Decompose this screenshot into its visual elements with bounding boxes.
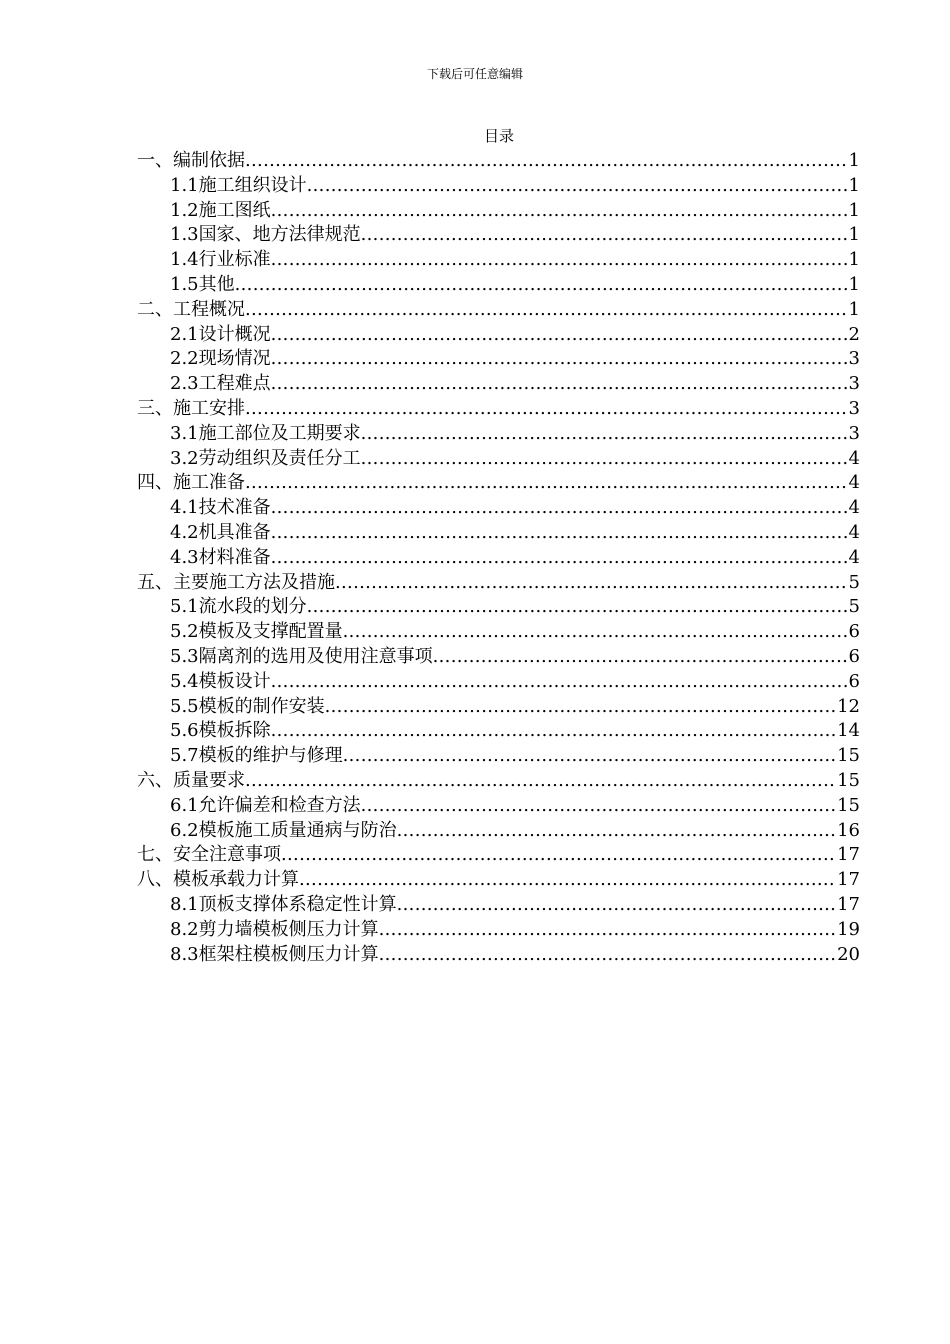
toc-entry-page-number: 3 (848, 348, 860, 370)
toc-entry-label: 8.3框架柱模板侧压力计算 (170, 943, 379, 965)
toc-entry-label: 五、主要施工方法及措施 (137, 571, 335, 593)
toc-dot-leader (335, 571, 848, 596)
toc-entry[interactable] (137, 819, 860, 844)
toc-dot-leader (379, 918, 836, 943)
toc-entry-label: 七、安全注意事项 (137, 844, 281, 866)
toc-entry-page-number: 16 (837, 819, 860, 841)
toc-entry-page-number: 2 (848, 323, 860, 345)
toc-entry-label: 六、质量要求 (137, 769, 245, 791)
toc-entry-label: 1.2施工图纸 (170, 199, 271, 221)
toc-entry[interactable] (137, 323, 860, 348)
toc-dot-leader (361, 447, 848, 472)
toc-entry-page-number: 17 (837, 869, 860, 891)
toc-entry[interactable] (137, 471, 860, 496)
toc-entry-label: 5.7模板的维护与修理 (170, 745, 343, 767)
page-header-note: 下载后可任意编辑 (426, 67, 523, 81)
toc-entry-page-number: 6 (848, 645, 860, 667)
toc-entry-label: 8.1顶板支撑体系稳定性计算 (170, 893, 397, 915)
toc-title: 目录 (483, 127, 514, 145)
toc-entry-label: 4.1技术准备 (170, 497, 271, 519)
toc-dot-leader (271, 521, 848, 546)
toc-entry-page-number: 4 (848, 497, 860, 519)
toc-dot-leader (245, 397, 848, 422)
toc-dot-leader (271, 248, 848, 273)
toc-entry-label: 3.1施工部位及工期要求 (170, 422, 361, 444)
toc-entry-page-number: 1 (848, 199, 860, 221)
toc-entry-page-number: 12 (837, 695, 860, 717)
toc-dot-leader (379, 943, 836, 968)
toc-entry-page-number: 5 (848, 571, 860, 593)
toc-dot-leader (307, 595, 848, 620)
toc-entry[interactable] (137, 273, 860, 298)
toc-dot-leader (271, 323, 848, 348)
toc-entry-page-number: 4 (848, 447, 860, 469)
toc-dot-leader (343, 744, 836, 769)
toc-entry-label: 5.1流水段的划分 (170, 596, 307, 618)
toc-dot-leader (281, 843, 836, 868)
toc-entry[interactable] (137, 918, 860, 943)
toc-entry[interactable] (137, 149, 860, 174)
toc-entry[interactable] (137, 248, 860, 273)
toc-dot-leader (245, 769, 836, 794)
toc-entry-page-number: 1 (848, 273, 860, 295)
toc-dot-leader (245, 471, 848, 496)
toc-dot-leader (299, 868, 836, 893)
toc-entry-page-number: 1 (848, 224, 860, 246)
toc-entry-page-number: 3 (848, 373, 860, 395)
toc-entry-label: 1.5其他 (170, 273, 235, 295)
toc-dot-leader (343, 620, 848, 645)
toc-dot-leader (307, 174, 848, 199)
toc-entry[interactable] (137, 174, 860, 199)
toc-dot-leader (271, 199, 848, 224)
toc-entry[interactable] (137, 298, 860, 323)
toc-entry-page-number: 15 (837, 745, 860, 767)
toc-dot-leader (397, 893, 836, 918)
toc-entry[interactable] (137, 546, 860, 571)
toc-entry-page-number: 5 (848, 596, 860, 618)
toc-entry-page-number: 4 (848, 472, 860, 494)
toc-dot-leader (271, 372, 848, 397)
toc-entry[interactable] (137, 943, 860, 968)
toc-entry[interactable] (137, 868, 860, 893)
toc-entry[interactable] (137, 199, 860, 224)
toc-entry-label: 5.6模板拆除 (170, 720, 271, 742)
toc-dot-leader (397, 819, 836, 844)
toc-entry[interactable] (137, 397, 860, 422)
toc-entry-label: 三、施工安排 (137, 397, 245, 419)
toc-entry-page-number: 6 (848, 621, 860, 643)
toc-entry[interactable] (137, 372, 860, 397)
toc-entry-page-number: 4 (848, 521, 860, 543)
toc-entry[interactable] (137, 893, 860, 918)
toc-entry-page-number: 1 (848, 174, 860, 196)
toc-dot-leader (361, 794, 836, 819)
toc-entry-label: 4.2机具准备 (170, 521, 271, 543)
toc-entry-label: 8.2剪力墙模板侧压力计算 (170, 918, 379, 940)
toc-dot-leader (245, 298, 848, 323)
toc-entry-page-number: 15 (837, 769, 860, 791)
toc-entry[interactable] (137, 794, 860, 819)
toc-entry-page-number: 6 (848, 670, 860, 692)
toc-dot-leader (271, 719, 836, 744)
toc-entry-label: 6.2模板施工质量通病与防治 (170, 819, 397, 841)
toc-entry-label: 1.1施工组织设计 (170, 174, 307, 196)
toc-dot-leader (361, 223, 848, 248)
toc-entry-page-number: 1 (848, 298, 860, 320)
toc-entry-page-number: 1 (848, 150, 860, 171)
toc-entry-page-number: 3 (848, 397, 860, 419)
toc-entry-page-number: 14 (837, 720, 860, 742)
toc-entry[interactable] (137, 744, 860, 769)
toc-entry[interactable] (137, 223, 860, 248)
toc-dot-leader (325, 695, 836, 720)
toc-dot-leader (271, 546, 848, 571)
toc-entry-page-number: 15 (837, 794, 860, 816)
toc-entry-page-number: 17 (837, 844, 860, 866)
toc-entry-label: 八、模板承载力计算 (137, 869, 299, 891)
toc-entry[interactable] (137, 521, 860, 546)
toc-dot-leader (271, 496, 848, 521)
toc-entry-label: 二、工程概况 (137, 298, 245, 320)
toc-entry-label: 1.4行业标准 (170, 249, 271, 271)
toc-dot-leader (235, 273, 848, 298)
toc-entry-label: 5.2模板及支撑配置量 (170, 621, 343, 643)
toc-entry[interactable] (137, 719, 860, 744)
toc-entry-page-number: 17 (837, 893, 860, 915)
toc-entry-label: 一、编制依据 (137, 150, 245, 171)
toc-entry-label: 1.3国家、地方法律规范 (170, 224, 361, 246)
toc-entry-label: 6.1允许偏差和检查方法 (170, 794, 361, 816)
toc-entry[interactable] (137, 347, 860, 372)
toc-entry[interactable] (137, 843, 860, 868)
toc-entry[interactable] (137, 620, 860, 645)
toc-entry[interactable] (137, 695, 860, 720)
toc-entry[interactable] (137, 670, 860, 695)
toc-dot-leader (361, 422, 848, 447)
toc-entry-label: 四、施工准备 (137, 472, 245, 494)
toc-entry[interactable] (137, 422, 860, 447)
toc-dot-leader (245, 149, 848, 174)
toc-entry[interactable] (137, 769, 860, 794)
toc-entry-label: 5.3隔离剂的选用及使用注意事项 (170, 645, 433, 667)
toc-entry-page-number: 3 (848, 422, 860, 444)
toc-entry-label: 4.3材料准备 (170, 546, 271, 568)
toc-entry-label: 2.2现场情况 (170, 348, 271, 370)
toc-entry-label: 5.5模板的制作安装 (170, 695, 325, 717)
table-of-contents (137, 149, 860, 967)
toc-entry-page-number: 20 (837, 943, 860, 965)
toc-entry-label: 2.3工程难点 (170, 373, 271, 395)
toc-entry-page-number: 1 (848, 249, 860, 271)
toc-entry-label: 3.2劳动组织及责任分工 (170, 447, 361, 469)
toc-entry-label: 5.4模板设计 (170, 670, 271, 692)
toc-dot-leader (433, 645, 848, 670)
toc-entry[interactable] (137, 496, 860, 521)
toc-dot-leader (271, 670, 848, 695)
toc-entry-page-number: 19 (837, 918, 860, 940)
toc-entry-page-number: 4 (848, 546, 860, 568)
toc-entry[interactable] (137, 571, 860, 596)
toc-entry[interactable] (137, 447, 860, 472)
toc-entry[interactable] (137, 595, 860, 620)
toc-entry-label: 2.1设计概况 (170, 323, 271, 345)
toc-entry[interactable] (137, 645, 860, 670)
toc-dot-leader (271, 347, 848, 372)
